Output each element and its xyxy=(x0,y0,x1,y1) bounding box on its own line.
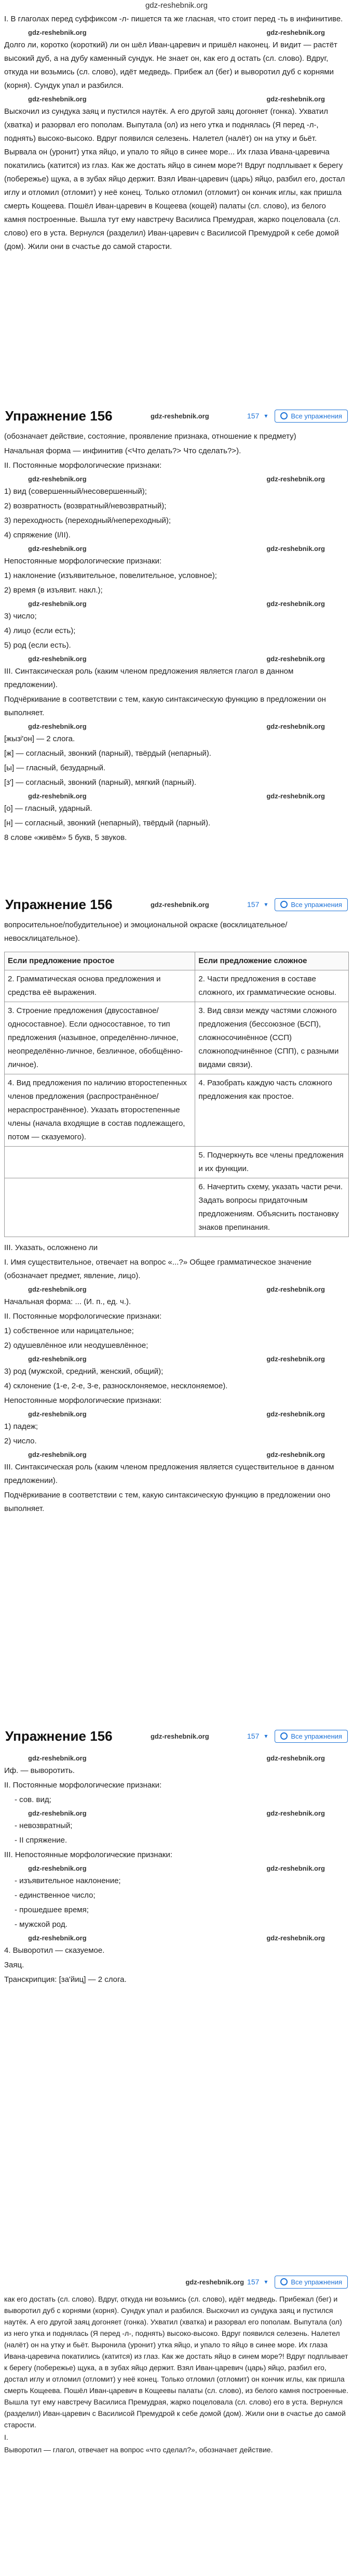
watermark: gdz-reshebnik.org xyxy=(28,1410,87,1418)
all-exercises-label: Все упражнения xyxy=(291,900,342,909)
chevron-down-icon[interactable]: ▾ xyxy=(264,901,268,908)
table-cell: 2. Грамматическая основа предложения и средства её выражения. xyxy=(5,970,195,1002)
line: III. Синтаксическая роль (каким членом предложения является глагол в данном предложении). xyxy=(4,667,294,689)
exercise-header xyxy=(0,893,353,916)
line: Выворотил — глагол, отвечает на вопрос «что сделал?», обозначает действие. xyxy=(4,2446,273,2454)
watermark: gdz-reshebnik.org xyxy=(266,1410,325,1418)
table-cell: 2. Части предложения в составе сложного, их грамматические основы. xyxy=(195,970,349,1002)
part4-text xyxy=(0,1752,353,1990)
line: 2) время (в изъявит. накл.); xyxy=(4,586,103,595)
line: - единственное число; xyxy=(15,1891,96,1900)
all-exercises-button[interactable] xyxy=(275,898,348,911)
all-exercises-button[interactable] xyxy=(275,2276,348,2289)
table-cell xyxy=(5,1178,195,1237)
part2-text xyxy=(0,429,353,848)
paragraph: I. В глаголах перед суффиксом -л- пишется та же гласная, что стоит перед -ть в инфинитиве. xyxy=(4,15,343,23)
line: [з'] — согласный, звонкий (парный), мягкий (парный). xyxy=(4,778,197,787)
line: 4. Выворотил — сказуемое. xyxy=(4,1946,105,1955)
line: [ж] — согласный, звонкий (парный), твёрдый (непарный). xyxy=(4,749,211,758)
section-heading-1 xyxy=(0,400,353,431)
watermark: gdz-reshebnik.org xyxy=(266,655,325,663)
line: 4) лицо (если есть); xyxy=(4,626,76,635)
line: Заяц. xyxy=(4,1961,24,1969)
line: 5) род (если есть). xyxy=(4,641,71,650)
line: (обозначает действие, состояние, проявление признака, отношение к предмету) xyxy=(4,432,296,441)
exercise-title: Упражнение 156 xyxy=(5,1728,113,1744)
line: Подчёркивание в соответствии с тем, какую синтаксическую функцию в предложении оно выполняет. xyxy=(4,1491,331,1513)
watermark: gdz-reshebnik.org xyxy=(266,29,325,36)
exercise-header xyxy=(0,404,353,427)
table-row xyxy=(5,1002,349,1074)
table-row xyxy=(5,970,349,1002)
page-number[interactable]: 157 xyxy=(247,1732,260,1740)
paragraph: Долго ли, коротко (короткий) ли он шёл Иван-царевич и пришёл наконец. И видит — растёт высокий дуб, а на дубу каменный сундук. Не знает он, как его д остать (сл. слово). Вдруг, откуда ни возьмись (сл. слово), идёт медведь. Прибеж ал (бег) и выворотил дуб с корнями (корня). Сундук упал и разбился. xyxy=(4,41,337,90)
line: - прошедшее время; xyxy=(15,1905,89,1914)
comparison-table xyxy=(4,952,349,1237)
page-number[interactable]: 157 xyxy=(247,412,260,420)
watermark: gdz-reshebnik.org xyxy=(28,792,87,800)
watermark: gdz-reshebnik.org xyxy=(150,1732,209,1740)
watermark: gdz-reshebnik.org xyxy=(28,29,87,36)
line: 1) вид (совершенный/несовершенный); xyxy=(4,487,147,496)
chevron-down-icon[interactable]: ▾ xyxy=(264,1732,268,1740)
watermark: gdz-reshebnik.org xyxy=(28,95,87,103)
paragraph: Выскочил из сундука заяц и пустился наутёк. А его другой заяц догоняет (гонка). Ухватил (хватка) и разорвал его пополам. Выпуталa (ол) из него утка и поднялась (Я перед -л-, поднять) высоко-высоко. Вдруг появился селезень. Налетел (налёт) он на утку и бьёт. Вырвала он (уронит) утка яйцо, и упало то яйцо в синее море... Их глаза Ивана-царевича покатились (катится) из глаз. Как же достать яйцо в синем море?! Вдруг подплывает к берегу (побережье) щука, а в зубах яйцо держит. Взял Иван-царевич (царь) яйцо, разбил его, достал иглу и отломил (отломит) у неё конец. Только отломил (отломит) он кончик иглы, как пришла смерть Кощеева. Пошёл Иван-царевич в Кощеева (кощей) палаты (сл. слово), из белого камня построенные. Вышла тут ему навстречу Василиса Премудрая, жарко поцеловала (сл. слово) его в уста. Вернулся (разделил) Иван-царевич с Василисой Премудрой к себе домой (дом). Жили они в счастье до самой старости. xyxy=(4,107,345,251)
all-exercises-label: Все упражнения xyxy=(291,1732,342,1740)
line: 4) склонение (1-е, 2-е, 3-е, разносклоняемое, несклоняемое). xyxy=(4,1382,228,1390)
list-icon xyxy=(280,2278,288,2285)
watermark: gdz-reshebnik.org xyxy=(266,1809,325,1817)
watermark: gdz-reshebnik.org xyxy=(185,2278,245,2286)
line: 1) падеж; xyxy=(4,1422,38,1431)
page-number[interactable]: 157 xyxy=(247,900,260,909)
line: 1) собственное или нарицательное; xyxy=(4,1326,134,1335)
line: 2) возвратность (возвратный/невозвратный); xyxy=(4,502,167,510)
watermark: gdz-reshebnik.org xyxy=(28,1864,87,1872)
part1-text xyxy=(0,11,353,257)
line: III. Непостоянные морфологические признаки: xyxy=(4,1850,173,1859)
line: I. Имя существительное, отвечает на вопрос «...?» Общее грамматическое значение (обозначает предмет, явление, лицо). xyxy=(4,1258,312,1280)
part3-text xyxy=(0,1240,353,1519)
line: - мужской род. xyxy=(15,1920,67,1929)
line: [жызʲ'он] — 2 слога. xyxy=(4,734,75,743)
section-heading-3 xyxy=(0,1720,353,1752)
line: - II спряжение. xyxy=(15,1836,67,1845)
exercise-title: Упражнение 156 xyxy=(5,408,113,424)
watermark: gdz-reshebnik.org xyxy=(266,792,325,800)
exercise-title: Упражнение 156 xyxy=(5,896,113,912)
line: I. xyxy=(4,2433,8,2441)
table-row xyxy=(5,1178,349,1237)
line: [н] — согласный, звонкий (непарный), твёрдый (парный). xyxy=(4,819,211,827)
line: 2) одушевлённое или неодушевлённое; xyxy=(4,1341,148,1350)
watermark: gdz-reshebnik.org xyxy=(266,545,325,553)
line: Подчёркивание в соответствии с тем, какую синтаксическую функцию в предложении он выполняет. xyxy=(4,695,326,717)
watermark: gdz-reshebnik.org xyxy=(266,1451,325,1458)
table-row xyxy=(5,1147,349,1178)
watermark: gdz-reshebnik.org xyxy=(28,1934,87,1942)
line: II. Постоянные морфологические признаки: xyxy=(4,1312,162,1321)
section-2 xyxy=(0,429,353,848)
line: 3) род (мужской, средний, женский, общий); xyxy=(4,1367,164,1376)
line: - невозвратный; xyxy=(15,1821,73,1830)
exercise-header xyxy=(0,2270,353,2293)
watermark: gdz-reshebnik.org xyxy=(266,475,325,483)
line: - изъявительное наклонение; xyxy=(15,1876,121,1885)
line: 2) число. xyxy=(4,1437,37,1445)
page-number[interactable]: 157 xyxy=(247,2278,260,2286)
section-4 xyxy=(0,1752,353,1990)
watermark: gdz-reshebnik.org xyxy=(28,600,87,608)
watermark: gdz-reshebnik.org xyxy=(266,1285,325,1293)
watermark: gdz-reshebnik.org xyxy=(150,900,209,909)
watermark: gdz-reshebnik.org xyxy=(28,1754,87,1762)
table-header: Если предложение сложное xyxy=(195,952,349,970)
exercise-header xyxy=(0,1725,353,1747)
watermark: gdz-reshebnik.org xyxy=(28,475,87,483)
table-cell: 3. Строение предложения (двусоставное/односоставное). Если односоставное, то тип предложения (назывное, определённо-личное, неопределённо-личное, безличное, обобщённо-личное). xyxy=(5,1002,195,1074)
section-1 xyxy=(0,0,353,257)
line: [о] — гласный, ударный. xyxy=(4,804,92,813)
watermark: gdz-reshebnik.org xyxy=(28,1451,87,1458)
paragraph: как его достать (сл. слово). Вдруг, откуда ни возьмись (сл. слово), идёт медведь. Прибежал (бег) и выворотил дуб с корнями (корня). Сундук упал и разбился. Выскочил из сундука заяц и пустился наутёк. А его другой заяц догоняет (гонка). Ухватил (хватка) и разорвал его пополам. Выпутала (ол) из него утка и поднялась (Я перед -л-, поднять) высоко-высоко. Вдруг появился селезень. Налетел (налёт) он на утку и бьёт. Выронила (уронит) утка яйцо, и упало то яйцо в синее море. Их глаза Ивана-царевича покатились (катится) из глаз. Как же достать яйцо в синем море?! Вдруг подплывает к берегу (побережье) щука, а в зубах яйцо держит. Взял Иван-царевич (царь) яйцо, разбил его, достал иглу и отломил (отломит) у неё конец. Только отломил (отломит) он кончик иглы, как пришла смерть Кощеева. Пошёл Иван-царевич в Кощеевы палаты (сл. слово), из белого камня построенные. Вышла тут ему навстречу Василиса Премудрая, жарко поцеловала (сл. слово) его в уста. Вернулся (разделил) Иван-царевич с Василисой Премудрой к себе домой (дом). Жили они в счастье до самой старости. xyxy=(4,2295,348,2429)
table-row xyxy=(5,1074,349,1147)
line: Транскрипция: [за'йиц] — 2 слога. xyxy=(4,1975,127,1984)
site-url[interactable]: gdz-reshebnik.org xyxy=(145,1,208,10)
line: II. Постоянные морфологические признаки: xyxy=(4,1781,162,1790)
table-cell: 6. Начертить схему, указать части речи. Задать вопросы придаточным предложениям. Объяснить постановку знаков препинания. xyxy=(195,1178,349,1237)
table-cell: 5. Подчеркнуть все члены предложения и их функции. xyxy=(195,1147,349,1178)
table-cell xyxy=(5,1147,195,1178)
line: вопросительное/побудительное) и эмоциональной окраске (восклицательное/невосклицательное). xyxy=(4,921,288,943)
line: 4) спряжение (I/II). xyxy=(4,531,71,540)
line: Непостоянные морфологические признаки: xyxy=(4,557,162,566)
all-exercises-button[interactable] xyxy=(275,410,348,423)
list-icon xyxy=(280,1732,288,1740)
all-exercises-label: Все упражнения xyxy=(291,412,342,420)
line: III. Указать, осложнено ли xyxy=(4,1243,98,1252)
line: 3) переходность (переходный/непереходный); xyxy=(4,516,171,525)
line: Непостоянные морфологические признаки: xyxy=(4,1396,162,1405)
list-icon xyxy=(280,412,288,419)
watermark: gdz-reshebnik.org xyxy=(266,722,325,730)
line: 8 слове «живём» 5 букв, 5 звуков. xyxy=(4,833,127,842)
chevron-down-icon[interactable]: ▾ xyxy=(264,412,268,419)
line: [ы] — гласный, безударный. xyxy=(4,764,106,772)
all-exercises-label: Все упражнения xyxy=(291,2278,342,2286)
watermark: gdz-reshebnik.org xyxy=(266,1864,325,1872)
watermark: gdz-reshebnik.org xyxy=(28,1285,87,1293)
line: Иф. — выворотить. xyxy=(4,1766,75,1775)
table-header: Если предложение простое xyxy=(5,952,195,970)
watermark: gdz-reshebnik.org xyxy=(266,1934,325,1942)
part3-intro xyxy=(0,917,353,949)
table-cell: 3. Вид связи между частями сложного предложения (бессоюзное (БСП), сложносочинённое (ССП) сложноподчинённое (СПП), с разными видами связи). xyxy=(195,1002,349,1074)
watermark: gdz-reshebnik.org xyxy=(150,412,209,420)
table-cell: 4. Вид предложения по наличию второстепенных членов предложения (распространённое/нераспространённое). Указать второстепенные члены (начала входящие в состав подлежащего, потом — сказуемого). xyxy=(5,1074,195,1147)
table-cell: 4. Разобрать каждую часть сложного предложения как простое. xyxy=(195,1074,349,1147)
section-3 xyxy=(0,917,353,1519)
section-heading-2 xyxy=(0,889,353,920)
line: Начальная форма — инфинитив (<Что делать?> Что сделать?>). xyxy=(4,446,241,455)
chevron-down-icon[interactable]: ▾ xyxy=(264,2278,268,2285)
watermark: gdz-reshebnik.org xyxy=(266,600,325,608)
section-5 xyxy=(0,2292,353,2459)
watermark: gdz-reshebnik.org xyxy=(28,1809,87,1817)
line: 1) наклонение (изъявительное, повелительное, условное); xyxy=(4,571,217,580)
watermark: gdz-reshebnik.org xyxy=(266,1355,325,1363)
line: - сов. вид; xyxy=(15,1795,51,1804)
all-exercises-button[interactable] xyxy=(275,1730,348,1743)
watermark: gdz-reshebnik.org xyxy=(28,545,87,553)
watermark: gdz-reshebnik.org xyxy=(28,1355,87,1363)
part5-text xyxy=(0,2292,353,2459)
line: III. Синтаксическая роль (каким членом предложения является существительное в данном предложении). xyxy=(4,1463,334,1485)
watermark: gdz-reshebnik.org xyxy=(28,722,87,730)
watermark: gdz-reshebnik.org xyxy=(28,655,87,663)
watermark: gdz-reshebnik.org xyxy=(266,95,325,103)
watermark: gdz-reshebnik.org xyxy=(266,1754,325,1762)
line: II. Постоянные морфологические признаки: xyxy=(4,461,162,470)
line: 3) число; xyxy=(4,612,37,621)
line: Начальная форма: ... (И. п., ед. ч.). xyxy=(4,1297,131,1306)
list-icon xyxy=(280,901,288,908)
